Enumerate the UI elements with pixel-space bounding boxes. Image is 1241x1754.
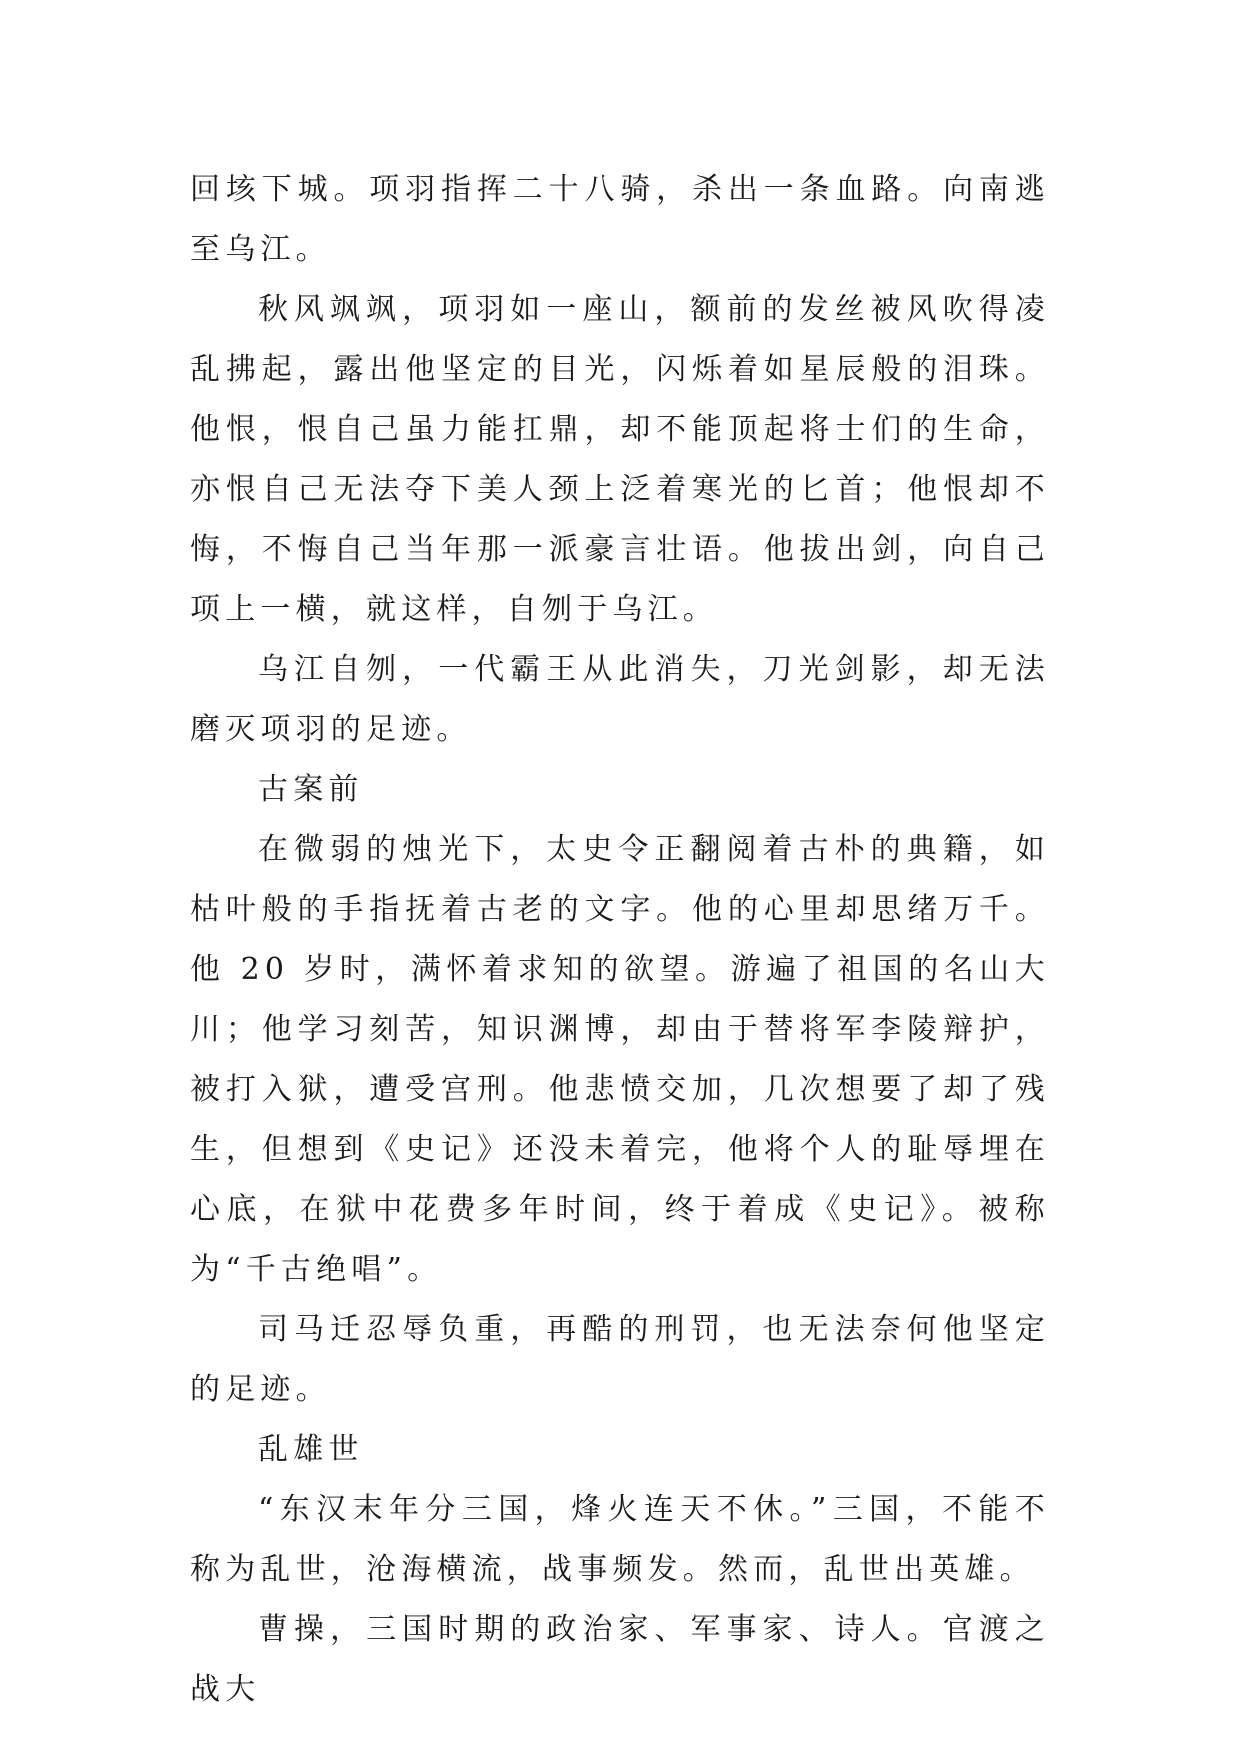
- paragraph-sima-qian-summary: 司马迁忍辱负重，再酷的刑罚，也无法奈何他坚定的足迹。: [190, 1312, 1050, 1407]
- paragraph-sima-qian: 在微弱的烛光下，太史令正翻阅着古朴的典籍，如枯叶般的手指抚着古老的文字。他的心里却思绪万千。他 20 岁时，满怀着求知的欲望。游遍了祖国的名山大川；他学习刻苦，知识渊博，却由于替将军李陵辩护，被打入狱，遭受宫刑。他悲愤交加，几次想要了却了残生，但想到《史记》还没未着完，他将个人的耻辱埋在心底，在狱中花费多年时间，终于着成《史记》。被称为“千古绝唱”。: [190, 832, 1050, 1287]
- paragraph-xiangyu-summary: 乌江自刎，一代霸王从此消失，刀光剑影，却无法磨灭项羽的足迹。: [190, 652, 1050, 747]
- section-heading-gu-an-qian: 古案前: [258, 772, 364, 807]
- paragraph-three-kingdoms: “东汉末年分三国，烽火连天不休。”三国，不能不称为乱世，沧海横流，战事频发。然而，乱世出英雄。: [190, 1492, 1050, 1587]
- document-body: [190, 160, 1050, 1720]
- paragraph-cao-cao: 曹操，三国时期的政治家、军事家、诗人。官渡之战大: [190, 1612, 1050, 1707]
- section-heading-luan-xiong-shi: 乱雄世: [258, 1432, 364, 1467]
- paragraph-xiangyu-suicide: 秋风飒飒，项羽如一座山，额前的发丝被风吹得凌乱拂起，露出他坚定的目光，闪烁着如星辰般的泪珠。他恨，恨自己虽力能扛鼎，却不能顶起将士们的生命，亦恨自己无法夺下美人颈上泛着寒光的匕首；他恨却不悔，不悔自己当年那一派豪言壮语。他拔出剑，向自己项上一横，就这样，自刎于乌江。: [190, 292, 1050, 627]
- paragraph-wujiang-escape: 回垓下城。项羽指挥二十八骑，杀出一条血路。向南逃至乌江。: [190, 172, 1050, 267]
